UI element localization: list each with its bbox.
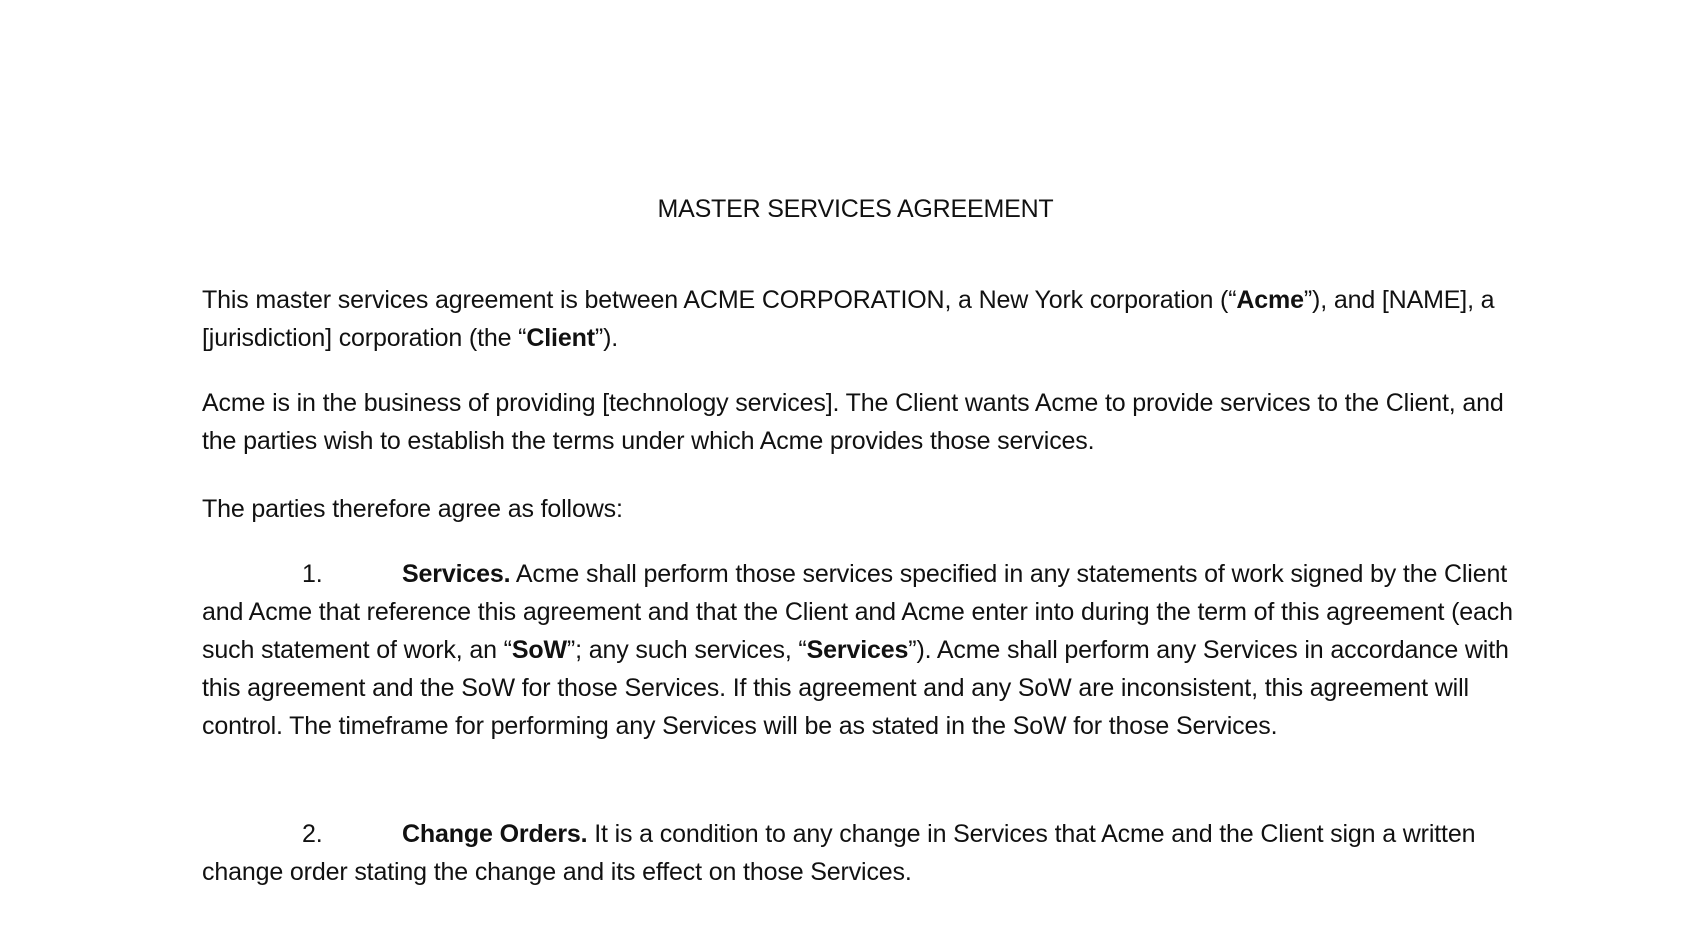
section-number: 1. bbox=[302, 560, 323, 588]
intro-text-2: ”), and [NAME], a [jurisdiction] corporation (the “ bbox=[202, 286, 1495, 352]
section-services bbox=[202, 555, 1532, 745]
document-title: MASTER SERVICES AGREEMENT bbox=[657, 195, 1054, 223]
defined-term-client: Client bbox=[526, 324, 595, 352]
section-heading: Services. bbox=[402, 560, 511, 588]
intro-paragraph bbox=[202, 281, 1532, 357]
section-change-orders bbox=[202, 815, 1532, 891]
defined-term-acme: Acme bbox=[1236, 286, 1304, 314]
section-text-2: ”; any such services, “ bbox=[566, 636, 807, 664]
defined-term-sow: SoW bbox=[511, 636, 567, 664]
section-number: 2. bbox=[302, 820, 323, 848]
intro-text-3: ”). bbox=[594, 324, 619, 352]
agreement-statement: The parties therefore agree as follows: bbox=[202, 495, 623, 523]
section-text: It is a condition to any change in Services that Acme and the Client sign a written change order stating the change and its effect on those Services. bbox=[202, 820, 1476, 886]
intro-text-1: This master services agreement is between ACME CORPORATION, a New York corporation (“ bbox=[202, 286, 1237, 314]
recital-paragraph: Acme is in the business of providing [technology services]. The Client wants Acme to provide services to the Client, and the parties wish to establish the terms under which Acme provides those services. bbox=[202, 389, 1504, 455]
section-heading: Change Orders. bbox=[402, 820, 588, 848]
section-text-3: ”). Acme shall perform any Services in accordance with this agreement and the SoW for those Services. If this agreement and any SoW are inconsistent, this agreement will control. The timeframe for performing any Services will be as stated in the SoW for those Services. bbox=[202, 636, 1509, 740]
section-text-1: Acme shall perform those services specified in any statements of work signed by the Client and Acme that reference this agreement and that the Client and Acme enter into during the term of this agreement (each such statement of work, an “ bbox=[202, 560, 1513, 664]
defined-term-services: Services bbox=[806, 636, 909, 664]
